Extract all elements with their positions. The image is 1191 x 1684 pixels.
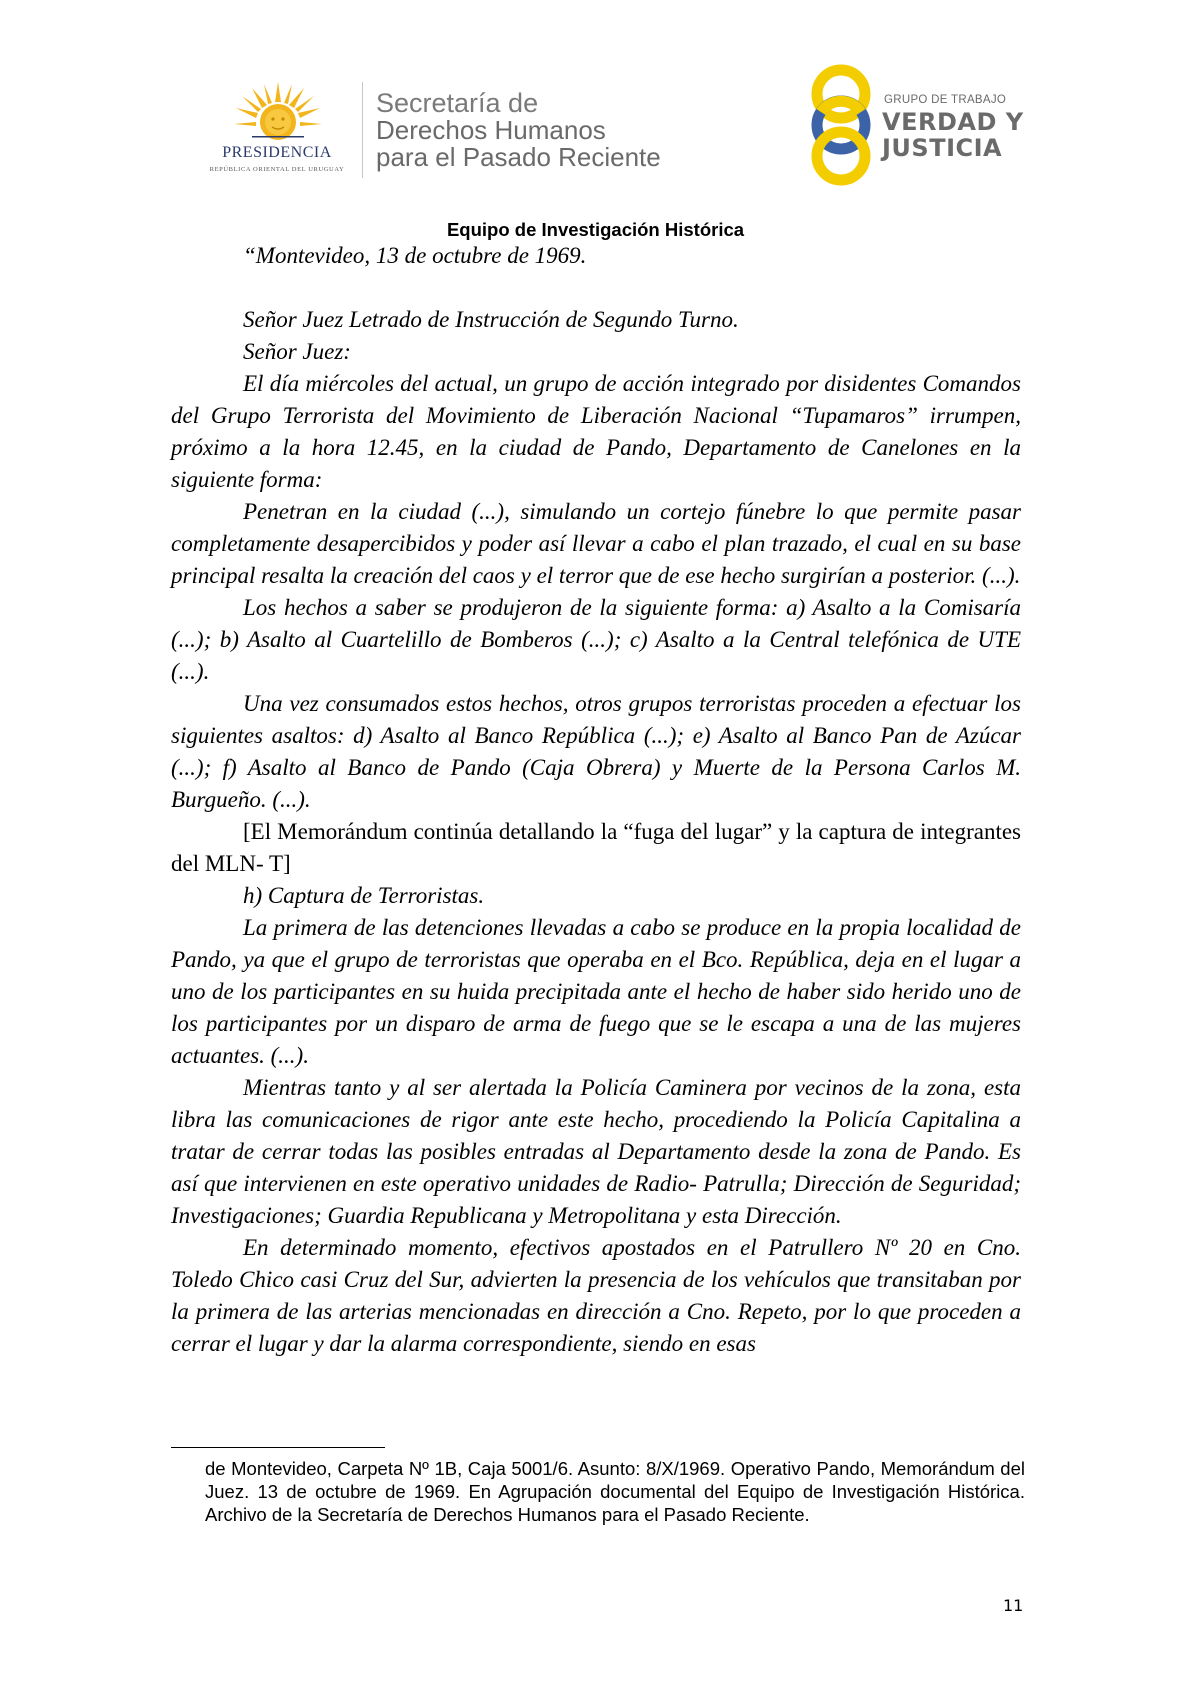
paragraph-8: Mientras tanto y al ser alertada la Policía Caminera por vecinos de la zona, esta libra las comunicaciones de rigor ante este hecho, procediendo la Policía Capitalina a tratar de cerrar todas las posibles entradas al Departamento desde la zona de Pando. Es así que intervienen en este operativo unidades de Radio- Patrulla; Dirección de Seguridad; Investigaciones; Guardia Republicana y Metropolitana y esta Dirección. bbox=[171, 1075, 1021, 1228]
secretaria-logo-text bbox=[376, 90, 661, 171]
paragraph-1: El día miércoles del actual, un grupo de acción integrado por disidentes Comandos del Grupo Terrorista del Movimiento de Liberación Nacional “Tupamaros” irrumpen, próximo a la hora 12.45, en la ciudad de Pando, Departamento de Canelones en la siguiente forma: bbox=[171, 371, 1021, 492]
footnote: de Montevideo, Carpeta Nº 1B, Caja 5001/6. Asunto: 8/X/1969. Operativo Pando, Memorándum del Juez. 13 de octubre de 1969. En Agrupación documental del Equipo de Investigación Histórica. Archivo de la Secretaría de Derechos Humanos para el Pasado Reciente. bbox=[205, 1458, 1025, 1525]
salutation: Señor Juez: bbox=[243, 339, 351, 364]
footnote-separator bbox=[171, 1447, 385, 1448]
secretaria-line-1: Secretaría de bbox=[376, 88, 539, 118]
editor-note: [El Memorándum continúa detallando la “fuga del lugar” y la captura de integrantes del MLN- T] bbox=[171, 819, 1021, 876]
paragraph-2: Penetran en la ciudad (...), simulando un cortejo fúnebre lo que permite pasar completamente desapercibidos y poder así llevar a cabo el plan trazado, el cual en su base principal resalta la creación del caos y el terror que de ese hecho surgirían a posterior. (...). bbox=[171, 499, 1021, 588]
paragraph-4: Una vez consumados estos hechos, otros grupos terroristas proceden a efectuar los siguientes asaltos: d) Asalto al Banco República (...); e) Asalto al Banco Pan de Azúcar (...); f) Asalto al Banco de Pando (Caja Obrera) y Muerte de la Persona Carlos M. Burgueño. (...). bbox=[171, 691, 1021, 812]
verdad-justicia-logo bbox=[808, 64, 1038, 186]
vyj-group-label: GRUPO DE TRABAJO bbox=[884, 94, 1007, 106]
vyj-title-line-1: VERDAD Y bbox=[882, 108, 1024, 136]
presidencia-logo bbox=[196, 80, 358, 180]
section-heading: h) Captura de Terroristas. bbox=[243, 883, 485, 908]
page-number: 11 bbox=[1003, 1596, 1024, 1615]
presidencia-subtitle: REPÚBLICA ORIENTAL DEL URUGUAY bbox=[209, 166, 345, 173]
secretaria-line-2: Derechos Humanos bbox=[376, 115, 606, 145]
paragraph-3: Los hechos a saber se produjeron de la siguiente forma: a) Asalto a la Comisaría (...); b) Asalto al Cuartelillo de Bomberos (...); c) Asalto a la Central telefónica de UTE (...). bbox=[171, 595, 1021, 684]
address-line: Señor Juez Letrado de Instrucción de Segundo Turno. bbox=[243, 307, 739, 332]
paragraph-7: La primera de las detenciones llevadas a cabo se produce en la propia localidad de Pando, ya que el grupo de terroristas que operaba en el Bco. República, deja en el lugar a uno de los participantes en su huida precipitada ante el hecho de haber sido herido uno de los participantes por un disparo de arma de fuego que se le escapa a una de las mujeres actuantes. (...). bbox=[171, 915, 1021, 1068]
vyj-title-line-2: JUSTICIA bbox=[882, 134, 1003, 162]
sun-emblem-icon bbox=[234, 80, 322, 140]
date-line: “Montevideo, 13 de octubre de 1969. bbox=[243, 243, 587, 268]
blank-line bbox=[171, 272, 1021, 304]
chain-rings-icon bbox=[808, 64, 874, 186]
team-title: Equipo de Investigación Histórica bbox=[446, 219, 745, 240]
header-divider bbox=[362, 82, 363, 178]
presidencia-name: PRESIDENCIA bbox=[222, 144, 332, 161]
paragraph-9: En determinado momento, efectivos apostados en el Patrullero Nº 20 en Cno. Toledo Chico casi Cruz del Sur, advierten la presencia de los vehículos que transitaban por la primera de las arterias mencionadas en dirección a Cno. Repeto, por lo que proceden a cerrar el lugar y dar la alarma correspondiente, siendo en esas bbox=[171, 1235, 1021, 1356]
document-body bbox=[171, 240, 1021, 1360]
secretaria-line-3: para el Pasado Reciente bbox=[376, 142, 661, 172]
